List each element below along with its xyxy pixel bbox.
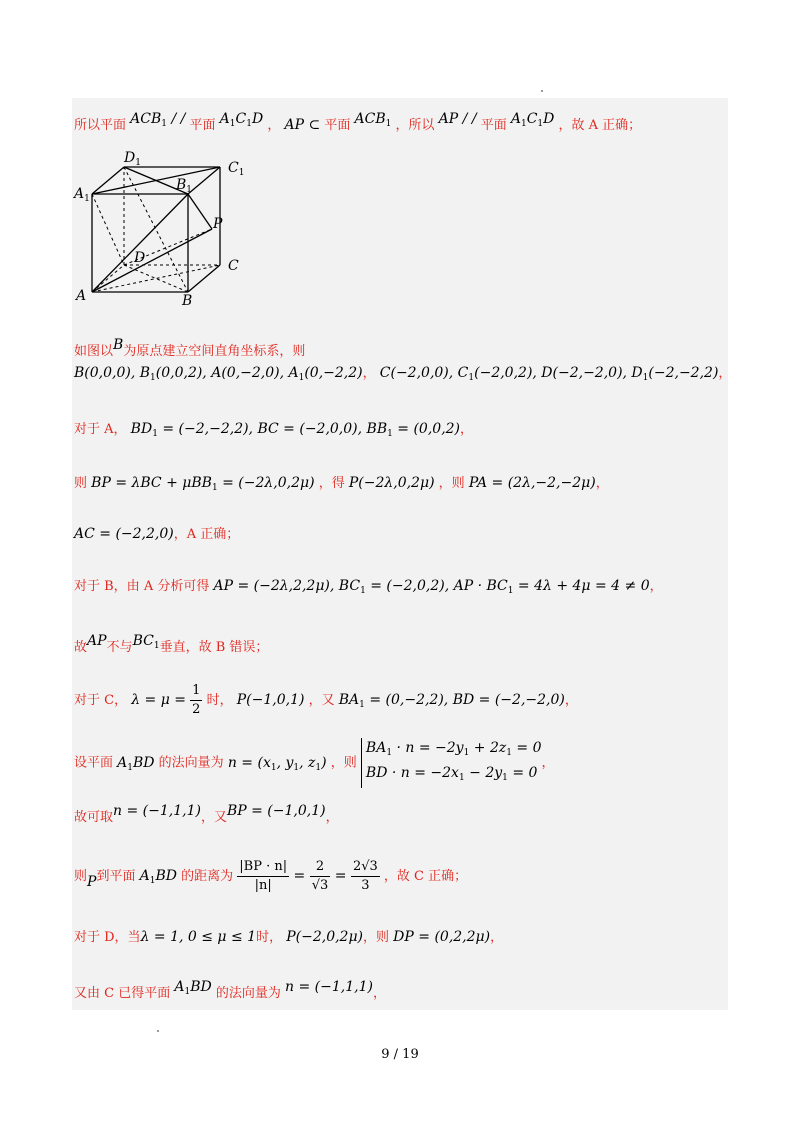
- line-9: 对于 C， λ = μ = $\frac{1}{2}$ 时， P(−1,0,1) ，又 $BA_1 = (0,-2,2)$, BD = (−2,−2,0)，: [74, 683, 578, 717]
- line-13: 对于 D，当λ = 1, 0 ≤ μ ≤ 1时， P(−2,0,2μ)，则 DP = (0,2,2μ)，: [74, 929, 504, 945]
- label-B1: $B_1$: [176, 177, 193, 195]
- math: $A_1C_1D$: [510, 111, 555, 129]
- math: AP / /: [438, 111, 477, 127]
- label-A1: $A_1$: [74, 186, 90, 204]
- label-A: A: [76, 288, 87, 304]
- line-4: 对于 A， $BD_1 = (-2,-2,2)$, BC = (−2,0,0), $BB_1 = (0,0,2)$，: [74, 421, 474, 439]
- text: 平面: [324, 118, 351, 133]
- text: ，所以: [395, 118, 435, 133]
- cube-figure: [72, 148, 252, 308]
- line-8: 故AP不与$BC_1$垂直，故 B 错误；: [74, 633, 269, 655]
- line-7: 对于 B，由 A 分析可得 AP = (−2λ,2,2μ), $BC_1 = (-2,0,2)$, AP · $BC_1 = 4\lambda + 4\mu = 4 \ne 0$，: [74, 578, 663, 596]
- line-1: [74, 110, 641, 135]
- line-6: AC = (−2,2,0)，A 正确；: [74, 526, 240, 542]
- label-P: P: [213, 216, 223, 232]
- text: 平面: [189, 118, 216, 133]
- line-3: B(0,0,0), $B_1(0,0,2)$, A(0,−2,0), $A_1(0,-2,2)$， C(−2,0,0), $C_1(-2,0,2)$, D(−2,−2,0), $D_1(-2,-2,2)$，: [74, 365, 732, 383]
- stray-mark: [541, 90, 543, 92]
- page-number: 9 / 19: [381, 1047, 419, 1062]
- line-2: 如图以B为原点建立空间直角坐标系，则: [74, 337, 306, 359]
- text: ，故 A 正确；: [558, 118, 642, 133]
- math: $ACB_1$: [354, 111, 392, 129]
- label-B: B: [182, 293, 193, 308]
- line-12: 则P到平面 $A_1BD$ 的距离为 $\frac{|BP \cdot n|}{|n|}$ = $\frac{2}{√3}$ = $\frac{2√3}{3}$ ，故 C 正确；: [74, 859, 468, 893]
- equation-system: $BA_1 \cdot n = -2y_1 + 2z_1 = 0$ BD · $n = -2x_1 - 2y_1 = 0$: [361, 738, 542, 788]
- line-5: 则 BP = λBC + μBB$_1$ = (−2λ,0,2μ) ，得 P(−2λ,0,2μ) ，则 PA = (2λ,−2,−2μ)，: [74, 475, 609, 493]
- stray-mark: [157, 1030, 159, 1032]
- line-10: 设平面 $A_1BD$ 的法向量为 $n = (x_1$, $y_1$, $z_1$) ，则 $BA_1 \cdot n = -2y_1 + 2z_1 = 0$ BD · $n = -2x_1 - 2y_1 = 0$ ，: [74, 738, 555, 788]
- label-C1: $C_1$: [228, 160, 245, 178]
- math: $ACB_1$ / /: [130, 111, 186, 129]
- text: ，: [267, 118, 281, 133]
- math: AP ⊂: [284, 117, 321, 133]
- label-D1: $D_1$: [124, 150, 141, 168]
- line-14: 又由 C 已得平面 $A_1BD$ 的法向量为 n = (−1,1,1)，: [74, 979, 386, 1001]
- math: $A_1C_1D$: [219, 111, 264, 129]
- label-D: D: [134, 250, 146, 266]
- text: 平面: [480, 118, 507, 133]
- line-11: 故可取n = (−1,1,1)，又BP = (−1,0,1)，: [74, 803, 339, 825]
- label-C: C: [228, 258, 239, 274]
- text: 所以平面: [74, 118, 127, 133]
